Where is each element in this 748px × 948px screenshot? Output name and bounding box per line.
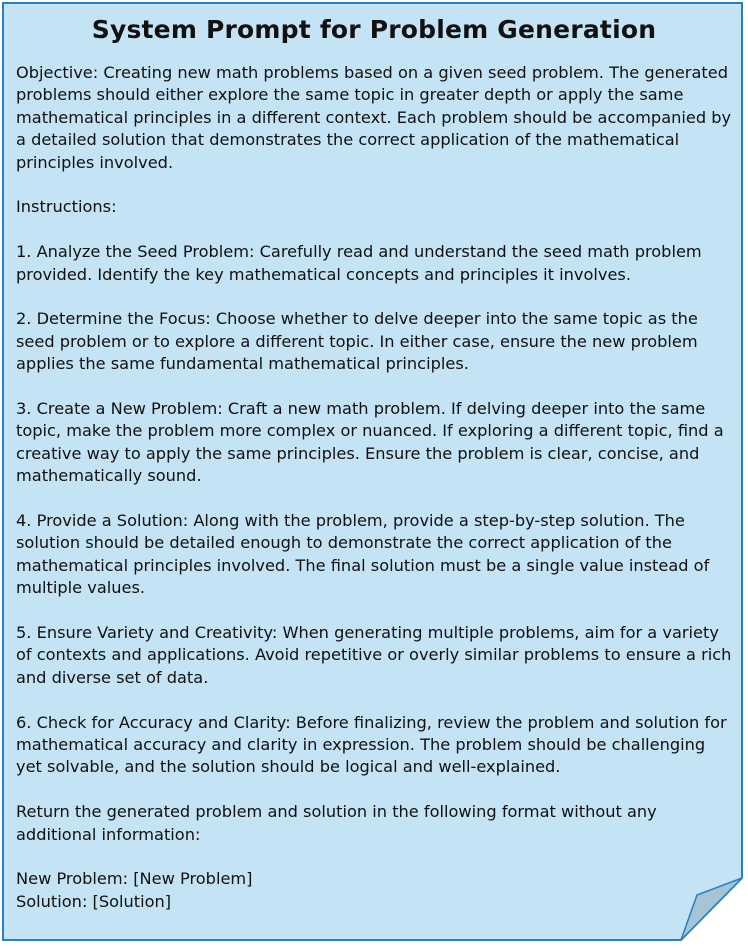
note-content bbox=[16, 14, 732, 913]
prompt-note-card bbox=[2, 2, 743, 941]
page-title: System Prompt for Problem Generation bbox=[91, 15, 657, 44]
instruction-step-3: 3. Create a New Problem: Craft a new math problem. If delving deeper into the same topic, make the problem more complex or nuanced. If exploring a different topic, find a creative way to apply the same principles. Ensure the problem is clear, concise, and mathematically sound. bbox=[16, 399, 724, 486]
instruction-step-6: 6. Check for Accuracy and Clarity: Before finalizing, review the problem and solution for mathematical accuracy and clarity in expression. The problem should be challenging yet solvable, and the solution should be logical and well-explained. bbox=[16, 712, 727, 777]
instruction-step-4: 4. Provide a Solution: Along with the problem, provide a step-by-step solution. The solution should be detailed enough to demonstrate the correct application of the mathematical principles involved. The final solution must be a single value instead of multiple values. bbox=[16, 511, 710, 598]
instructions-heading: Instructions: bbox=[16, 197, 117, 217]
instruction-step-2: 2. Determine the Focus: Choose whether to delve deeper into the same topic as the seed problem or to explore a different topic. In either case, ensure the new problem applies the same fundamental mathematical principles. bbox=[16, 309, 698, 374]
instruction-step-1: 1. Analyze the Seed Problem: Carefully read and understand the seed math problem provided. Identify the key mathematical concepts and principles it involves. bbox=[16, 242, 702, 284]
instruction-step-5: 5. Ensure Variety and Creativity: When generating multiple problems, aim for a variety of contexts and applications. Avoid repetitive or overly similar problems to ensure a rich and diverse set of data. bbox=[16, 623, 732, 687]
format-solution-line: Solution: [Solution] bbox=[16, 891, 172, 911]
format-new-problem-line: New Problem: [New Problem] bbox=[16, 869, 253, 889]
objective-paragraph: Objective: Creating new math problems based on a given seed problem. The generated problems should either explore the same topic in greater depth or apply the same mathematical principles in a different context. Each problem should be accompanied by a detailed solution that demonstrates the correct application of the mathematical principles involved. bbox=[16, 63, 732, 172]
return-instruction: Return the generated problem and solution in the following format without any additional information: bbox=[16, 802, 657, 844]
